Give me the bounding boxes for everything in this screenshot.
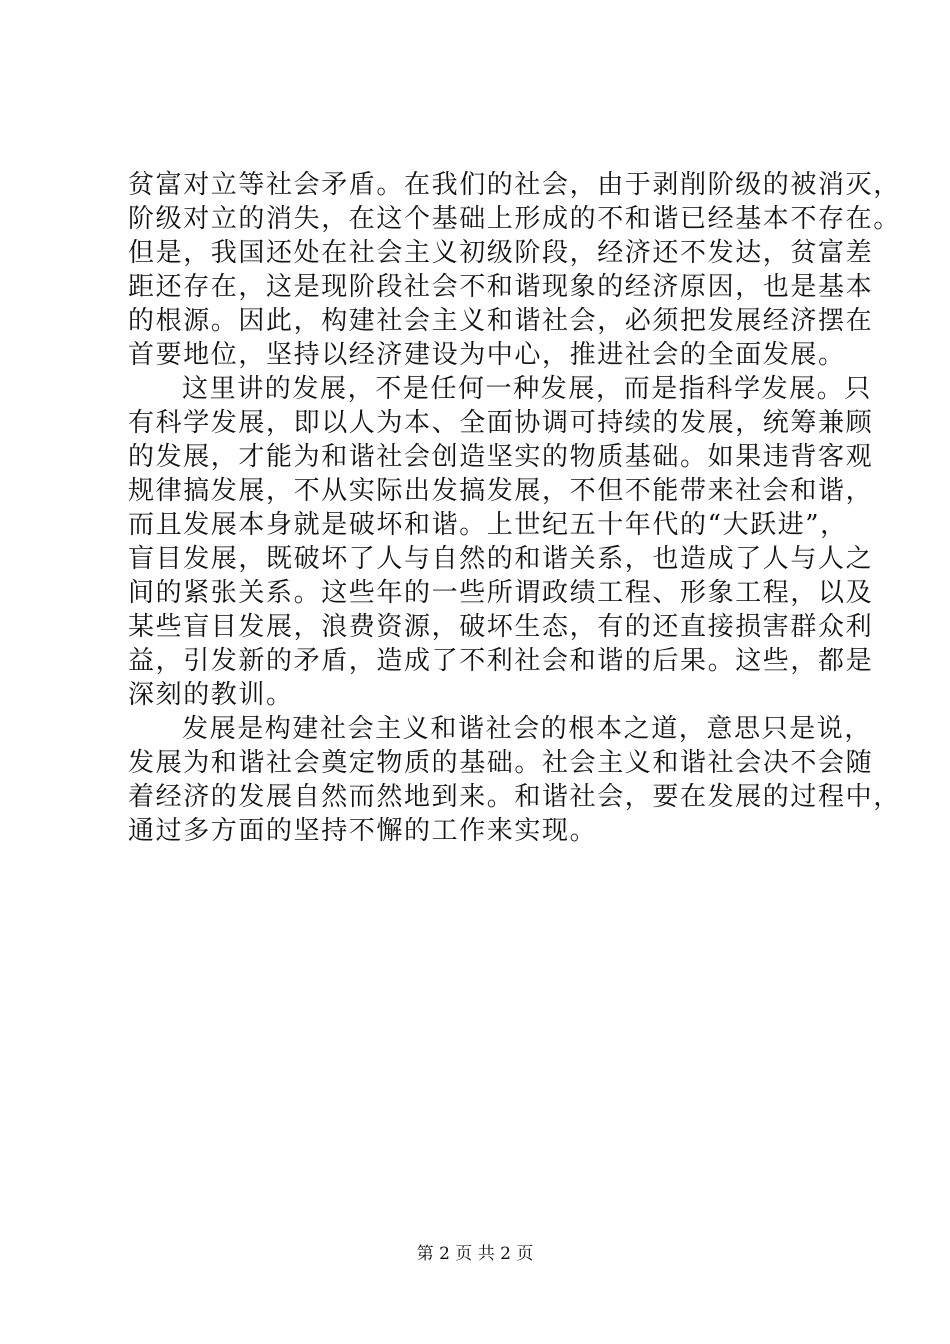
page-number-label: 第 2 页 共 2 页 [416,1244,534,1264]
document-body [128,168,901,848]
paragraph-3 [128,712,901,848]
text-line: 规律搞发展，不从实际出发搞发展，不但不能带来社会和谐， [128,476,874,506]
text-line: 而且发展本身就是破坏和谐。上世纪五十年代的“大跃进”， [128,510,848,540]
text-line: 这里讲的发展，不是任何一种发展，而是指科学发展。只 [182,374,873,404]
paragraph-1 [128,168,901,372]
text-line: 发展是构建社会主义和谐社会的根本之道，意思只是说， [182,714,873,744]
text-line: 距还存在，这是现阶段社会不和谐现象的经济原因，也是基本 [128,272,874,302]
text-line: 某些盲目发展，浪费资源，破坏生态，有的还直接损害群众利 [128,612,874,642]
text-line: 着经济的发展自然而然地到来。和谐社会，要在发展的过程中， [128,782,901,812]
text-line: 阶级对立的消失，在这个基础上形成的不和谐已经基本不存在。 [128,204,901,234]
text-line: 通过多方面的坚持不懈的工作来实现。 [128,816,598,846]
paragraph-2 [128,372,874,712]
text-line: 首要地位，坚持以经济建设为中心，推进社会的全面发展。 [128,340,846,370]
text-line: 的根源。因此，构建社会主义和谐社会，必须把发展经济摆在 [128,306,874,336]
text-line: 贫富对立等社会矛盾。在我们的社会，由于剥削阶级的被消灭， [128,170,901,200]
text-line: 发展为和谐社会奠定物质的基础。社会主义和谐社会决不会随 [128,748,874,778]
text-line: 间的紧张关系。这些年的一些所谓政绩工程、形象工程，以及 [128,578,874,608]
text-line: 的发展，才能为和谐社会创造坚实的物质基础。如果违背客观 [128,442,874,472]
text-line: 深刻的教训。 [128,680,294,710]
text-line: 有科学发展，即以人为本、全面协调可持续的发展，统筹兼顾 [128,408,874,438]
text-line: 盲目发展，既破坏了人与自然的和谐关系，也造成了人与人之 [128,544,874,574]
text-line: 益，引发新的矛盾，造成了不利社会和谐的后果。这些，都是 [128,646,874,676]
text-line: 但是，我国还处在社会主义初级阶段，经济还不发达，贫富差 [128,238,874,268]
page-footer [0,1243,950,1265]
